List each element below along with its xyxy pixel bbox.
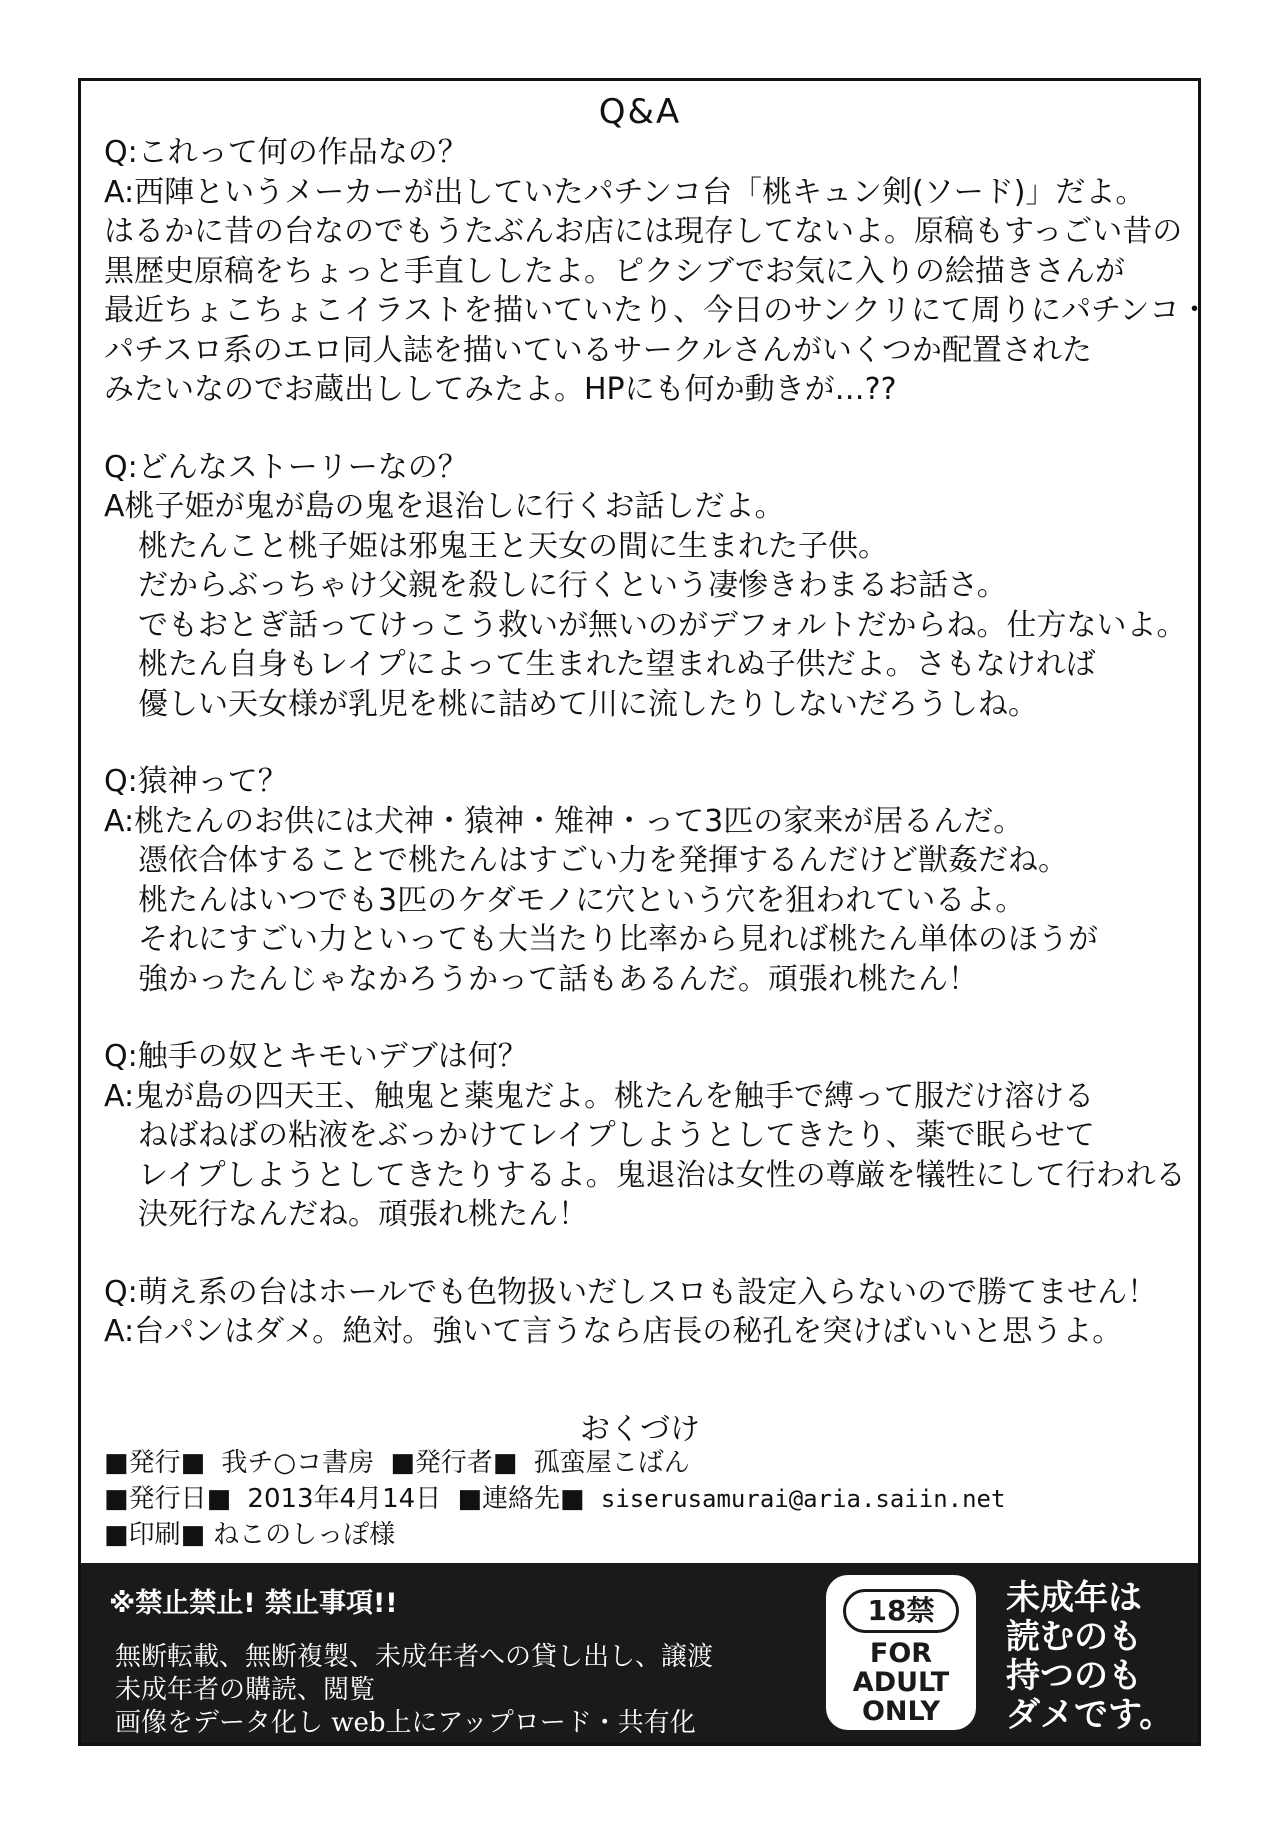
answer-line: みたいなのでお蔵出ししてみたよ。HPにも何か動きが…?? bbox=[104, 372, 897, 407]
answer-line: A:台パンはダメ。絶対。強いて言うなら店長の秘孔を突けばいいと思うよ。 bbox=[104, 1314, 1123, 1349]
issuer-label: ■発行者■ bbox=[390, 1448, 518, 1478]
publisher-value: 我チ○コ書房 bbox=[221, 1448, 375, 1478]
colophon-row bbox=[104, 1481, 1184, 1517]
answer-line: A:桃たんのお供には犬神・猿神・雉神・って3匹の家来が居るんだ。 bbox=[104, 803, 1024, 839]
minor-warning-line: 読むのも bbox=[1006, 1617, 1142, 1657]
answer-line: A桃子姫が鬼が島の鬼を退治しに行くお話しだよ。 bbox=[104, 489, 785, 524]
answer-line: 桃たん自身もレイプによって生まれた望まれぬ子供だよ。さもなければ bbox=[138, 647, 1096, 682]
qa-heading: Q&A bbox=[598, 92, 682, 132]
qa-item bbox=[104, 448, 1187, 725]
print-label: ■印刷■ bbox=[104, 1520, 206, 1550]
answer-line: はるかに昔の台なのでもうたぶんお店には現存してないよ。原稿もすっごい昔の bbox=[104, 214, 1183, 249]
qa-item bbox=[104, 1273, 1184, 1352]
question-line: Q:どんなストーリーなの？ bbox=[104, 449, 468, 485]
colophon-section bbox=[104, 1445, 1184, 1553]
question-line: Q:これって何の作品なの？ bbox=[104, 135, 468, 170]
prohibition-item: 未成年者の購読、閲覧 bbox=[115, 1675, 376, 1705]
prohibition-item: 無断転載、無断複製、未成年者への貸し出し、譲渡 bbox=[115, 1642, 714, 1672]
qa-item bbox=[104, 133, 1210, 410]
answer-line: 決死行なんだね。頑張れ桃たん！ bbox=[138, 1197, 588, 1232]
minor-warning-line: ダメです。 bbox=[1006, 1695, 1174, 1735]
prohibition-item: 画像をデータ化し web上にアップロード・共有化 bbox=[115, 1708, 696, 1738]
colophon-row bbox=[104, 1445, 1184, 1481]
minor-warning-text bbox=[1006, 1579, 1173, 1735]
badge-line: ADULT bbox=[852, 1667, 950, 1698]
answer-line: A:西陣というメーカーが出していたパチンコ台「桃キュン剣(ソード)」だよ。 bbox=[104, 174, 1146, 210]
answer-line: 黒歴史原稿をちょっと手直ししたよ。ピクシブでお気に入りの絵描きさんが bbox=[104, 253, 1125, 289]
question-line: Q:触手の奴とキモいデブは何？ bbox=[104, 1039, 528, 1074]
printer-value: ねこのしっぽ様 bbox=[213, 1520, 396, 1550]
qa-section bbox=[104, 133, 1210, 1390]
prohibition-list bbox=[115, 1641, 713, 1740]
answer-line: それにすごい力といっても大当たり比率から見れば桃たん単体のほうが bbox=[138, 922, 1098, 957]
answer-line: でもおとぎ話ってけっこう救いが無いのがデフォルトだからね。仕方ないよ。 bbox=[138, 607, 1187, 643]
qa-item bbox=[104, 1037, 1184, 1235]
colophon-heading: おくづけ bbox=[580, 1412, 700, 1447]
badge-line: ONLY bbox=[861, 1696, 941, 1727]
answer-line: だからぶっちゃけ父親を殺しに行くという凄惨きわまるお話さ。 bbox=[138, 568, 1007, 603]
minor-warning-line: 持つのも bbox=[1006, 1656, 1142, 1696]
answer-line: パチスロ系のエロ同人誌を描いているサークルさんがいくつか配置された bbox=[104, 332, 1092, 368]
for-adult-only-label bbox=[826, 1639, 976, 1726]
question-line: Q:萌え系の台はホールでも色物扱いだしスロも設定入らないので勝てません！ bbox=[104, 1274, 1158, 1310]
publisher-label: ■発行■ bbox=[104, 1448, 206, 1478]
answer-line: ねばねばの粘液をぶっかけてレイプしようとしてきたり、薬で眠らせて bbox=[138, 1118, 1095, 1153]
question-line: Q:猿神って？ bbox=[104, 764, 288, 799]
date-label: ■発行日■ bbox=[104, 1484, 232, 1514]
minor-warning-line: 未成年は bbox=[1006, 1578, 1142, 1618]
contact-email: siserusamurai@aria.saiin.net bbox=[600, 1485, 1006, 1513]
prohibition-box bbox=[81, 1563, 1198, 1743]
age-18-label: 18禁 bbox=[843, 1589, 959, 1633]
colophon-row bbox=[104, 1517, 1184, 1553]
issuer-value: 孤蛮屋こばん bbox=[533, 1448, 690, 1478]
badge-line: FOR bbox=[869, 1638, 933, 1669]
date-value: 2013年4月14日 bbox=[247, 1484, 442, 1514]
answer-line: 優しい天女様が乳児を桃に詰めて川に流したりしないだろうしね。 bbox=[138, 686, 1038, 722]
answer-line: 桃たんこと桃子姫は邪鬼王と天女の間に生まれた子供。 bbox=[138, 528, 888, 564]
answer-line: 憑依合体することで桃たんはすごい力を発揮するんだけど獣姦だね。 bbox=[138, 843, 1068, 878]
answer-line: A:鬼が島の四天王、触鬼と薬鬼だよ。桃たんを触手で縛って服だけ溶ける bbox=[104, 1078, 1095, 1114]
answer-line: 桃たんはいつでも3匹のケダモノに穴という穴を狙われているよ。 bbox=[138, 882, 1026, 918]
contact-label: ■連絡先■ bbox=[457, 1484, 585, 1514]
answer-line: 最近ちょこちょこイラストを描いていたり、今日のサンクリにて周りにパチンコ・ bbox=[104, 293, 1210, 328]
answer-line: レイプしようとしてきたりするよ。鬼退治は女性の尊厳を犠牲にして行われる bbox=[138, 1157, 1186, 1193]
qa-item bbox=[104, 762, 1184, 999]
answer-line: 強かったんじゃなかろうかって話もあるんだ。頑張れ桃たん！ bbox=[138, 961, 978, 997]
adult-only-badge bbox=[826, 1575, 976, 1730]
prohibition-heading: ※禁止禁止! 禁止事項!! bbox=[109, 1588, 398, 1619]
